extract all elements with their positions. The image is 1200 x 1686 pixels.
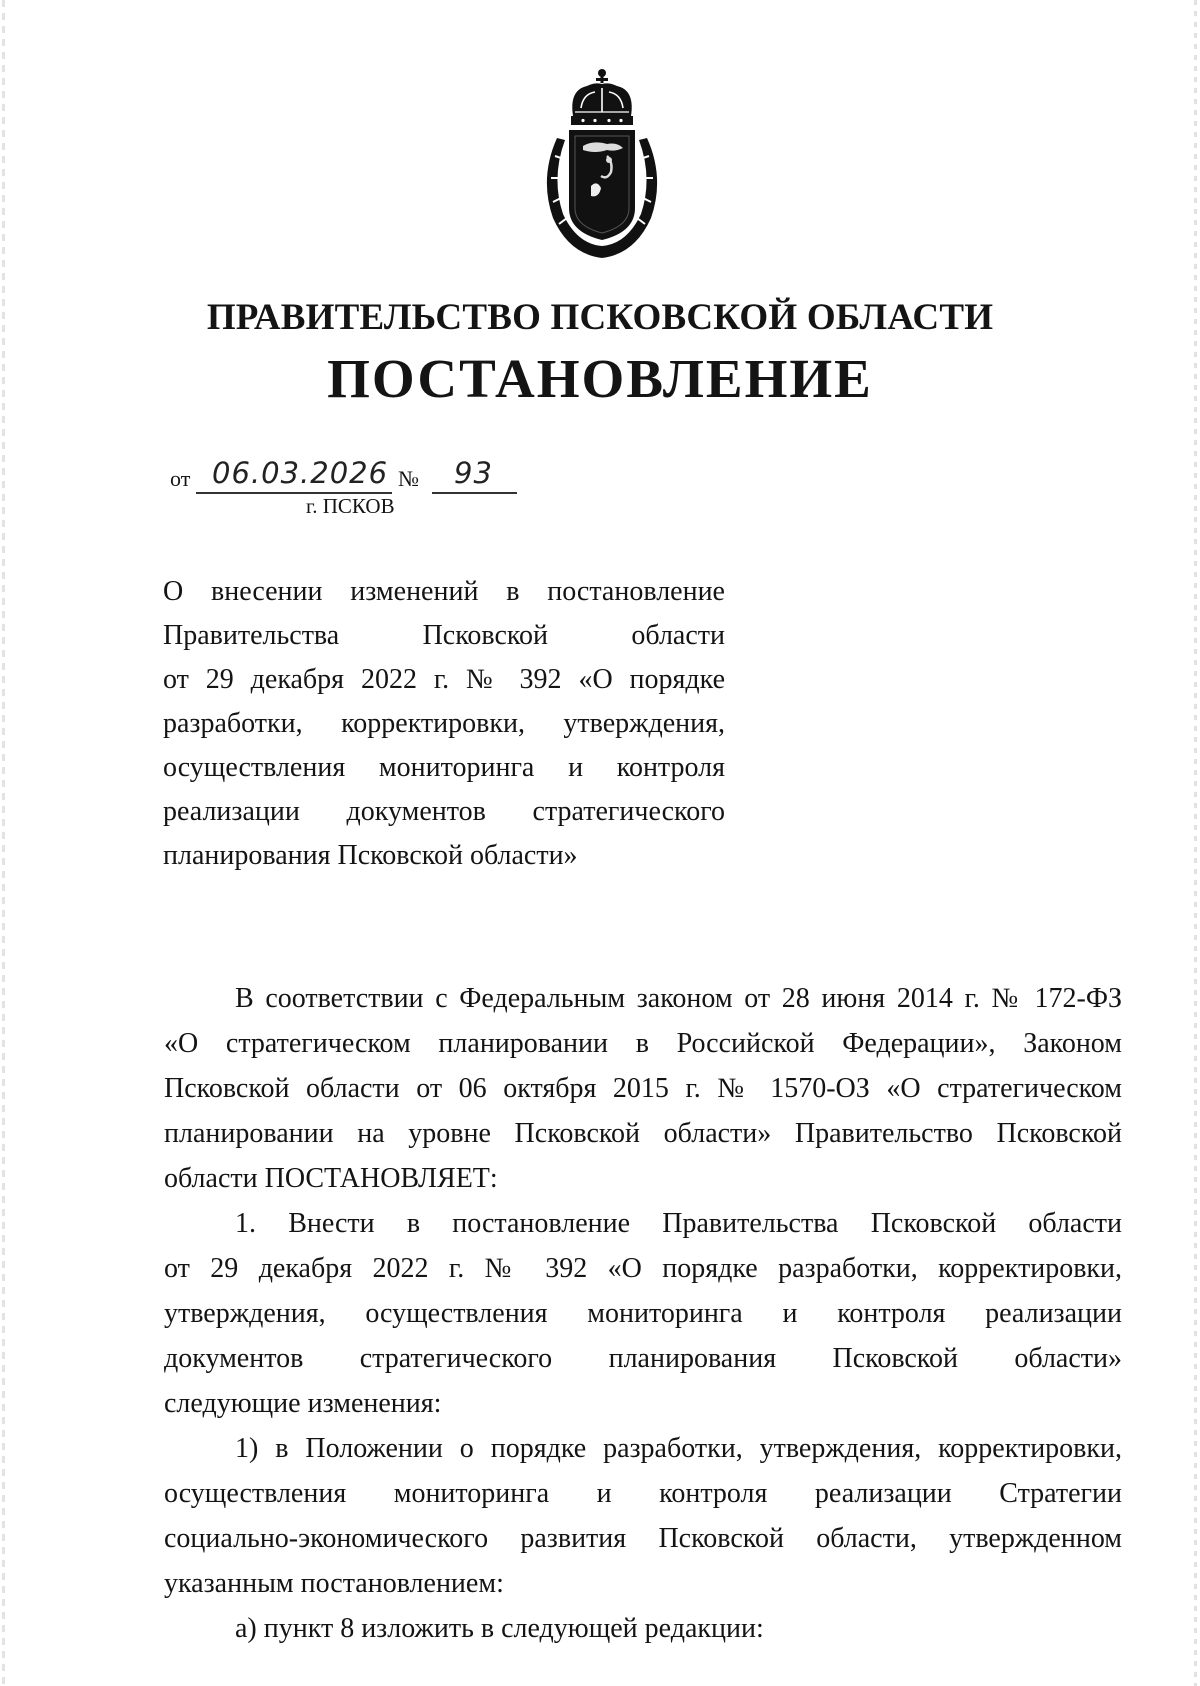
number-prefix: № [398, 466, 419, 491]
date-prefix: от [170, 466, 191, 491]
body-line: Псковской области от 06 октября 2015 г. № 1570-ОЗ «О стратегическом [164, 1073, 1122, 1104]
body-line: документов стратегического планирования Псковской области» [164, 1343, 1122, 1374]
coat-of-arms-emblem [535, 68, 669, 264]
body-line: 1) в Положении о порядке разработки, утверждения, корректировки, [235, 1433, 1122, 1464]
body-line: указанным постановлением: [164, 1568, 504, 1599]
body-line: осуществления мониторинга и контроля реализации Стратегии [164, 1478, 1122, 1509]
subject-line: Правительства Псковской области [163, 620, 725, 651]
body-line: от 29 декабря 2022 г. № 392 «О порядке разработки, корректировки, [164, 1253, 1122, 1284]
document-type-title: ПОСТАНОВЛЕНИЕ [327, 348, 873, 409]
body-line: области ПОСТАНОВЛЯЕТ: [164, 1163, 498, 1194]
body-line: планировании на уровне Псковской области» Правительство Псковской [164, 1118, 1122, 1149]
subject-line: разработки, корректировки, утверждения, [163, 708, 725, 739]
subject-line: реализации документов стратегического [163, 796, 725, 827]
subject-line: планирования Псковской области» [163, 840, 578, 871]
organization-title: ПРАВИТЕЛЬСТВО ПСКОВСКОЙ ОБЛАСТИ [206, 297, 994, 338]
body-line: 1. Внести в постановление Правительства Псковской области [235, 1208, 1122, 1239]
body-line: утверждения, осуществления мониторинга и контроля реализации [164, 1298, 1122, 1329]
body-line: следующие изменения: [164, 1388, 442, 1419]
body-line: а) пункт 8 изложить в следующей редакции: [235, 1613, 764, 1644]
subject-line: осуществления мониторинга и контроля [163, 752, 725, 783]
handwritten-date: 06.03.2026 [212, 456, 389, 490]
subject-line: от 29 декабря 2022 г. № 392 «О порядке [163, 664, 725, 695]
scan-edge-right [1194, 0, 1197, 1686]
document-body [164, 976, 1122, 1651]
scan-edge-left [2, 0, 5, 1686]
body-line: социально-экономического развития Псковской области, утвержденном [164, 1523, 1122, 1554]
subject-line: О внесении изменений в постановление [163, 576, 725, 607]
body-line: В соответствии с Федеральным законом от 28 июня 2014 г. № 172-ФЗ [235, 983, 1122, 1014]
document-subject [163, 570, 725, 878]
number-underline [432, 492, 517, 494]
body-line: «О стратегическом планировании в Российской Федерации», Законом [164, 1028, 1122, 1059]
handwritten-number: 93 [454, 456, 493, 490]
document-city: г. ПСКОВ [306, 494, 395, 518]
document-date-number [170, 456, 590, 494]
